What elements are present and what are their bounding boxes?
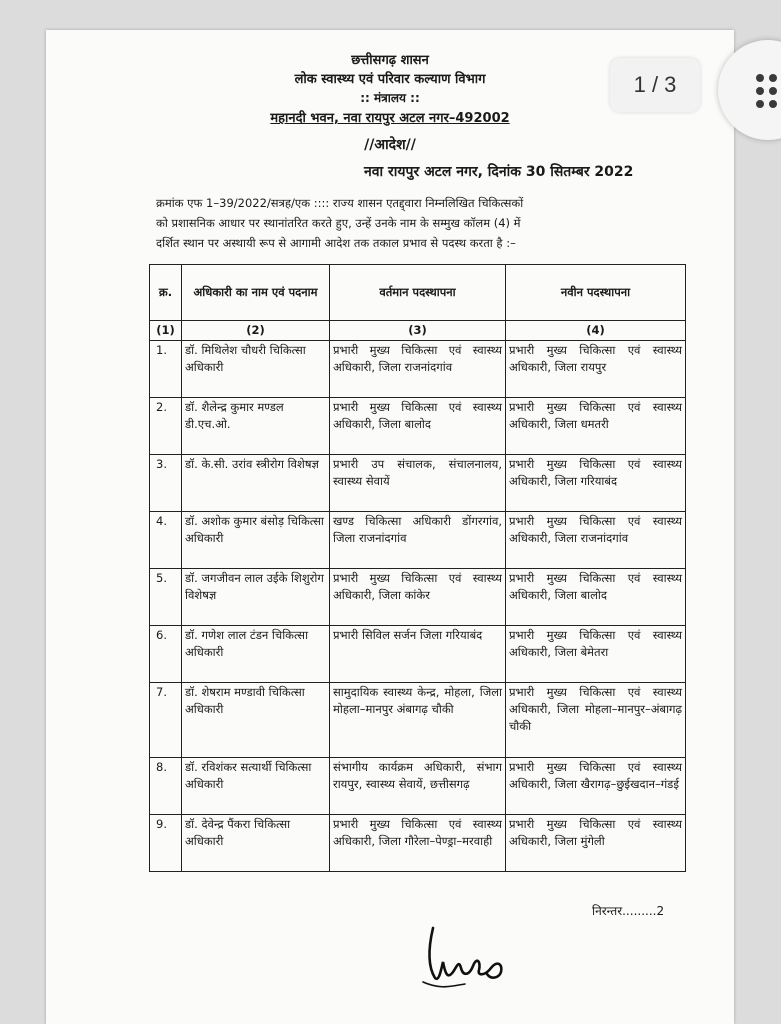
header-department: लोक स्वास्थ्य एवं परिवार कल्याण विभाग	[294, 72, 486, 87]
transfer-table	[149, 264, 686, 872]
cell-sno: 5.	[150, 569, 182, 626]
cell-officer-name: डॉ. जगजीवन लाल उईके शिशुरोग विशेषज्ञ	[182, 569, 330, 626]
date-line: नवा रायपुर अटल नगर, दिनांक 30 सितम्बर 2022	[364, 164, 634, 180]
cell-current-posting: सामुदायिक स्वास्थ्य केन्द्र, मोहला, जिला मोहला–मानपुर अंबागढ़ चौकी	[330, 683, 506, 758]
cell-officer-name: डॉ. देवेन्द्र पैंकरा चिकित्सा अधिकारी	[182, 815, 330, 872]
cell-sno: 3.	[150, 455, 182, 512]
table-row	[150, 455, 686, 512]
cell-current-posting: प्रभारी सिविल सर्जन जिला गरियाबंद	[330, 626, 506, 683]
header-new-posting: नवीन पदस्थापना	[506, 265, 686, 321]
cell-new-posting: प्रभारी मुख्य चिकित्सा एवं स्वास्थ्य अधिकारी, जिला बालोद	[506, 569, 686, 626]
cell-officer-name: डॉ. के.सी. उरांव स्त्रीरोग विशेषज्ञ	[182, 455, 330, 512]
cell-current-posting: संभागीय कार्यक्रम अधिकारी, संभाग रायपुर, स्वास्थ्य सेवायें, छत्तीसगढ़	[330, 758, 506, 815]
cell-current-posting: प्रभारी मुख्य चिकित्सा एवं स्वास्थ्य अधिकारी, जिला राजनांदगांव	[330, 341, 506, 398]
cell-sno: 9.	[150, 815, 182, 872]
header-name: अधिकारी का नाम एवं पदनाम	[182, 265, 330, 321]
signature-icon	[421, 920, 531, 990]
cell-officer-name: डॉ. अशोक कुमार बंसोड़ चिकित्सा अधिकारी	[182, 512, 330, 569]
cell-new-posting: प्रभारी मुख्य चिकित्सा एवं स्वास्थ्य अधिकारी, जिला गरियाबंद	[506, 455, 686, 512]
cell-sno: 4.	[150, 512, 182, 569]
cell-sno: 6.	[150, 626, 182, 683]
cell-officer-name: डॉ. मिथिलेश चौधरी चिकित्सा अधिकारी	[182, 341, 330, 398]
cell-officer-name: डॉ. शेषराम मण्डावी चिकित्सा अधिकारी	[182, 683, 330, 758]
order-heading: //आदेश//	[364, 137, 416, 153]
header-current-posting: वर्तमान पदस्थापना	[330, 265, 506, 321]
cell-new-posting: प्रभारी मुख्य चिकित्सा एवं स्वास्थ्य अधिकारी, जिला राजनांदगांव	[506, 512, 686, 569]
column-number: (4)	[506, 321, 686, 341]
cell-sno: 7.	[150, 683, 182, 758]
table-row	[150, 398, 686, 455]
table-row	[150, 341, 686, 398]
cell-current-posting: खण्ड चिकित्सा अधिकारी डोंगरगांव, जिला राजनांदगांव	[330, 512, 506, 569]
cell-current-posting: प्रभारी मुख्य चिकित्सा एवं स्वास्थ्य अधिकारी, जिला गौरेला–पेण्ड्रा–मरवाही	[330, 815, 506, 872]
table-row	[150, 758, 686, 815]
cell-sno: 1.	[150, 341, 182, 398]
cell-new-posting: प्रभारी मुख्य चिकित्सा एवं स्वास्थ्य अधिकारी, जिला मोहला–मानपुर–अंबागढ़ चौकी	[506, 683, 686, 758]
body-line: क्रमांक एफ 1–39/2022/सत्रह/एक :::: राज्य शासन एतद्द्वारा निम्नलिखित चिकित्सकों	[156, 196, 524, 210]
cell-new-posting: प्रभारी मुख्य चिकित्सा एवं स्वास्थ्य अधिकारी, जिला खैरागढ़–छुईखदान–गंडई	[506, 758, 686, 815]
document-page	[46, 30, 734, 1024]
cell-current-posting: प्रभारी मुख्य चिकित्सा एवं स्वास्थ्य अधिकारी, जिला कांकेर	[330, 569, 506, 626]
column-number: (2)	[182, 321, 330, 341]
cell-current-posting: प्रभारी उप संचालक, संचालनालय, स्वास्थ्य सेवायें	[330, 455, 506, 512]
cell-sno: 2.	[150, 398, 182, 455]
header-address: महानदी भवन, नवा रायपुर अटल नगर–492002	[270, 111, 510, 126]
continued-note: निरन्तर.........2	[592, 904, 665, 918]
table-row	[150, 512, 686, 569]
table-row	[150, 626, 686, 683]
grid-dots-icon	[756, 74, 777, 108]
cell-new-posting: प्रभारी मुख्य चिकित्सा एवं स्वास्थ्य अधिकारी, जिला धमतरी	[506, 398, 686, 455]
table-row	[150, 569, 686, 626]
cell-current-posting: प्रभारी मुख्य चिकित्सा एवं स्वास्थ्य अधिकारी, जिला बालोद	[330, 398, 506, 455]
cell-new-posting: प्रभारी मुख्य चिकित्सा एवं स्वास्थ्य अधिकारी, जिला बेमेतरा	[506, 626, 686, 683]
cell-new-posting: प्रभारी मुख्य चिकित्सा एवं स्वास्थ्य अधिकारी, जिला मुंगेली	[506, 815, 686, 872]
column-number: (1)	[150, 321, 182, 341]
body-line: दर्शित स्थान पर अस्थायी रूप से आगामी आदेश तक तकाल प्रभाव से पदस्थ करता है :–	[156, 236, 516, 250]
cell-officer-name: डॉ. रविशंकर सत्यार्थी चिकित्सा अधिकारी	[182, 758, 330, 815]
page-indicator: 1 / 3	[610, 58, 700, 112]
header-sno: क्र.	[150, 265, 182, 321]
cell-officer-name: डॉ. शैलेन्द्र कुमार मण्डल डी.एच.ओ.	[182, 398, 330, 455]
cell-new-posting: प्रभारी मुख्य चिकित्सा एवं स्वास्थ्य अधिकारी, जिला रायपुर	[506, 341, 686, 398]
table-row	[150, 683, 686, 758]
body-line: को प्रशासनिक आधार पर स्थानांतरित करते हुए, उन्हें उनके नाम के सम्मुख कॉलम (4) में	[156, 216, 521, 230]
column-number: (3)	[330, 321, 506, 341]
table-row	[150, 815, 686, 872]
header-ministry: :: मंत्रालय ::	[360, 91, 420, 105]
header-government: छत्तीसगढ़ शासन	[351, 53, 429, 68]
order-body	[156, 193, 686, 253]
cell-sno: 8.	[150, 758, 182, 815]
cell-officer-name: डॉ. गणेश लाल टंडन चिकित्सा अधिकारी	[182, 626, 330, 683]
